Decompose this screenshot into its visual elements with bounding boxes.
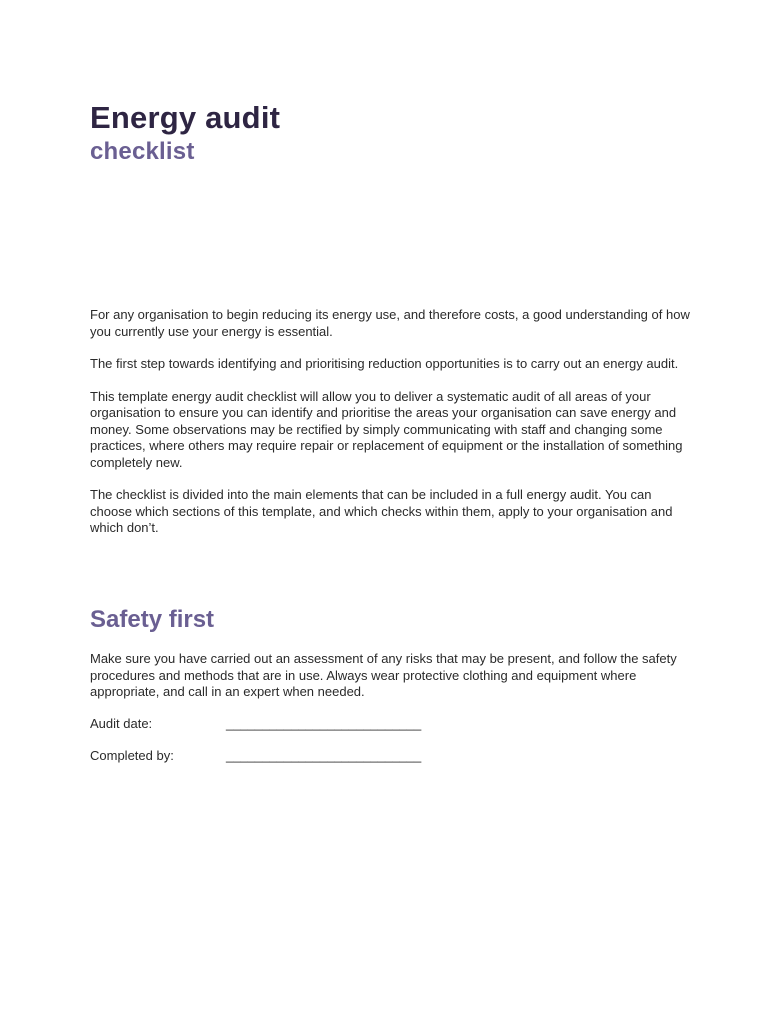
document-title: Energy audit bbox=[90, 100, 281, 135]
audit-date-label: Audit date: bbox=[90, 716, 153, 731]
intro-paragraph: This template energy audit checklist will allow you to deliver a systematic audit of all areas of your organisation to ensure you can identify and prioritise the areas your organisation can save energy and money. Some observations may be rectified by simply communicating with staff and changing some practices, where others may require repair or replacement of equipment or the installation of something completely new. bbox=[90, 388, 683, 470]
intro-paragraph: The checklist is divided into the main elements that can be included in a full energy audit. You can choose which sections of this template, and which checks within them, apply to your organisation and which don’t. bbox=[90, 487, 673, 535]
audit-date-blank-line[interactable]: ___________________________ bbox=[226, 716, 422, 731]
completed-by-field bbox=[90, 748, 690, 766]
audit-date-field bbox=[90, 716, 690, 734]
completed-by-label: Completed by: bbox=[90, 748, 174, 763]
safety-paragraph: Make sure you have carried out an assessment of any risks that may be present, and follow the safety procedures and methods that are in use. Always wear protective clothing and equipment where appropriate, and call in an expert when needed. bbox=[90, 651, 677, 699]
safety-section bbox=[90, 651, 690, 717]
intro-section bbox=[90, 307, 690, 553]
intro-paragraph: The first step towards identifying and prioritising reduction opportunities is to carry out an energy audit. bbox=[90, 356, 679, 371]
intro-paragraph: For any organisation to begin reducing its energy use, and therefore costs, a good understanding of how you currently use your energy is essential. bbox=[90, 307, 690, 339]
safety-heading: Safety first bbox=[90, 606, 215, 633]
completed-by-blank-line[interactable]: ___________________________ bbox=[226, 748, 422, 763]
document-subtitle: checklist bbox=[90, 138, 195, 165]
